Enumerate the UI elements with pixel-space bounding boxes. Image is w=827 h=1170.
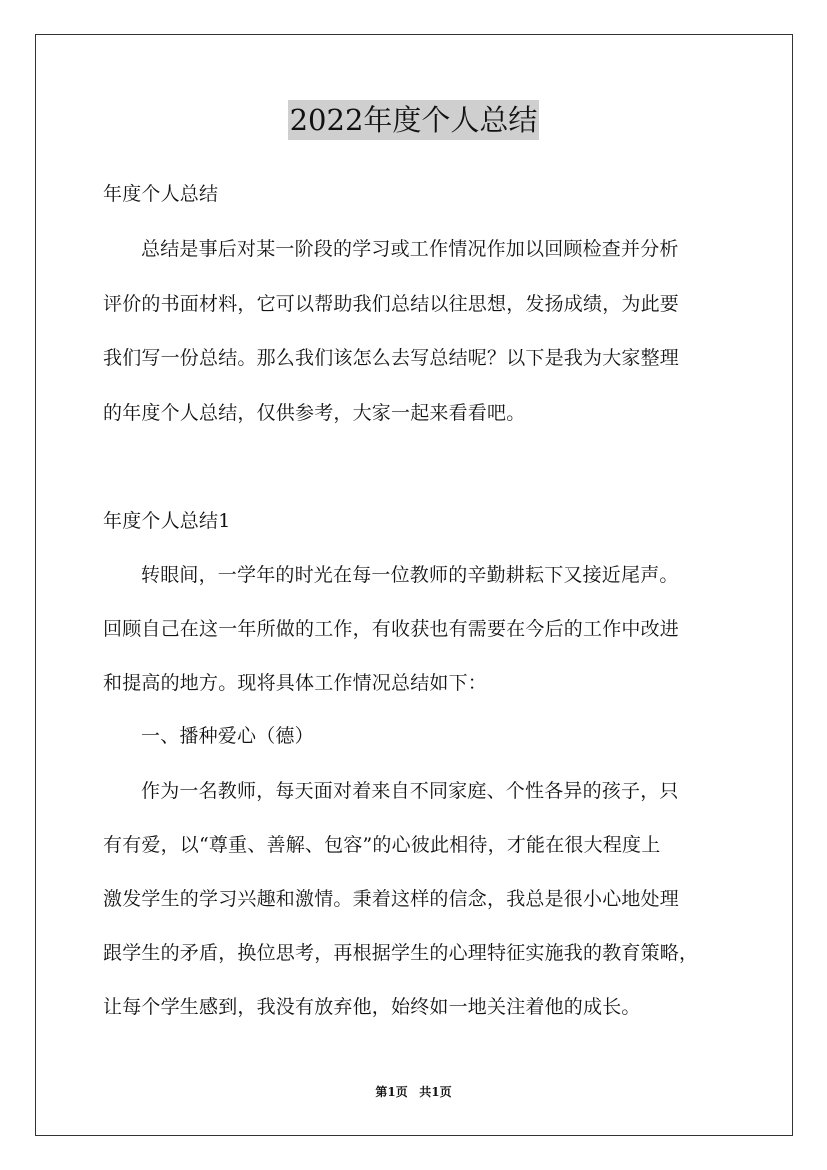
paragraph-line: 转眼间，一学年的时光在每一位教师的辛勤耕耘下又接近尾声。 <box>141 564 679 586</box>
paragraph-line: 激发学生的学习兴趣和激情。秉着这样的信念，我总是很小心地处理 <box>103 888 680 910</box>
page-total: 共1页 <box>419 1085 452 1099</box>
paragraph-line: 作为一名教师，每天面对着来自不同家庭、个性各异的孩子，只 <box>141 780 679 802</box>
paragraph-line: 回顾自己在这一年所做的工作，有收获也有需要在今后的工作中改进 <box>103 618 680 640</box>
paragraph-line: 跟学生的矛盾，换位思考，再根据学生的心理特征实施我的教育策略， <box>103 942 699 964</box>
page-footer <box>0 1084 827 1100</box>
paragraph-line: 评价的书面材料，它可以帮助我们总结以往思想，发扬成绩，为此要 <box>103 293 680 315</box>
section-heading: 一、播种爱心（德） <box>141 725 314 747</box>
heading-summary-1: 年度个人总结1 <box>103 510 231 532</box>
page-number: 第1页 <box>375 1085 408 1099</box>
paragraph-line: 的年度个人总结，仅供参考，大家一起来看看吧。 <box>103 402 526 424</box>
document-title-block <box>0 100 827 140</box>
paragraph-line: 我们写一份总结。那么我们该怎么去写总结呢？以下是我为大家整理 <box>103 347 680 369</box>
paragraph-line: 和提高的地方。现将具体工作情况总结如下： <box>103 672 488 694</box>
document-title: 2022年度个人总结 <box>288 100 540 140</box>
paragraph-line: 有有爱，以“尊重、善解、包容”的心彼此相待，才能在很大程度上 <box>103 834 661 856</box>
paragraph-line: 总结是事后对某一阶段的学习或工作情况作加以回顾检查并分析 <box>141 238 679 260</box>
heading-annual-summary: 年度个人总结 <box>103 183 219 205</box>
paragraph-line: 让每个学生感到，我没有放弃他，始终如一地关注着他的成长。 <box>103 996 641 1018</box>
